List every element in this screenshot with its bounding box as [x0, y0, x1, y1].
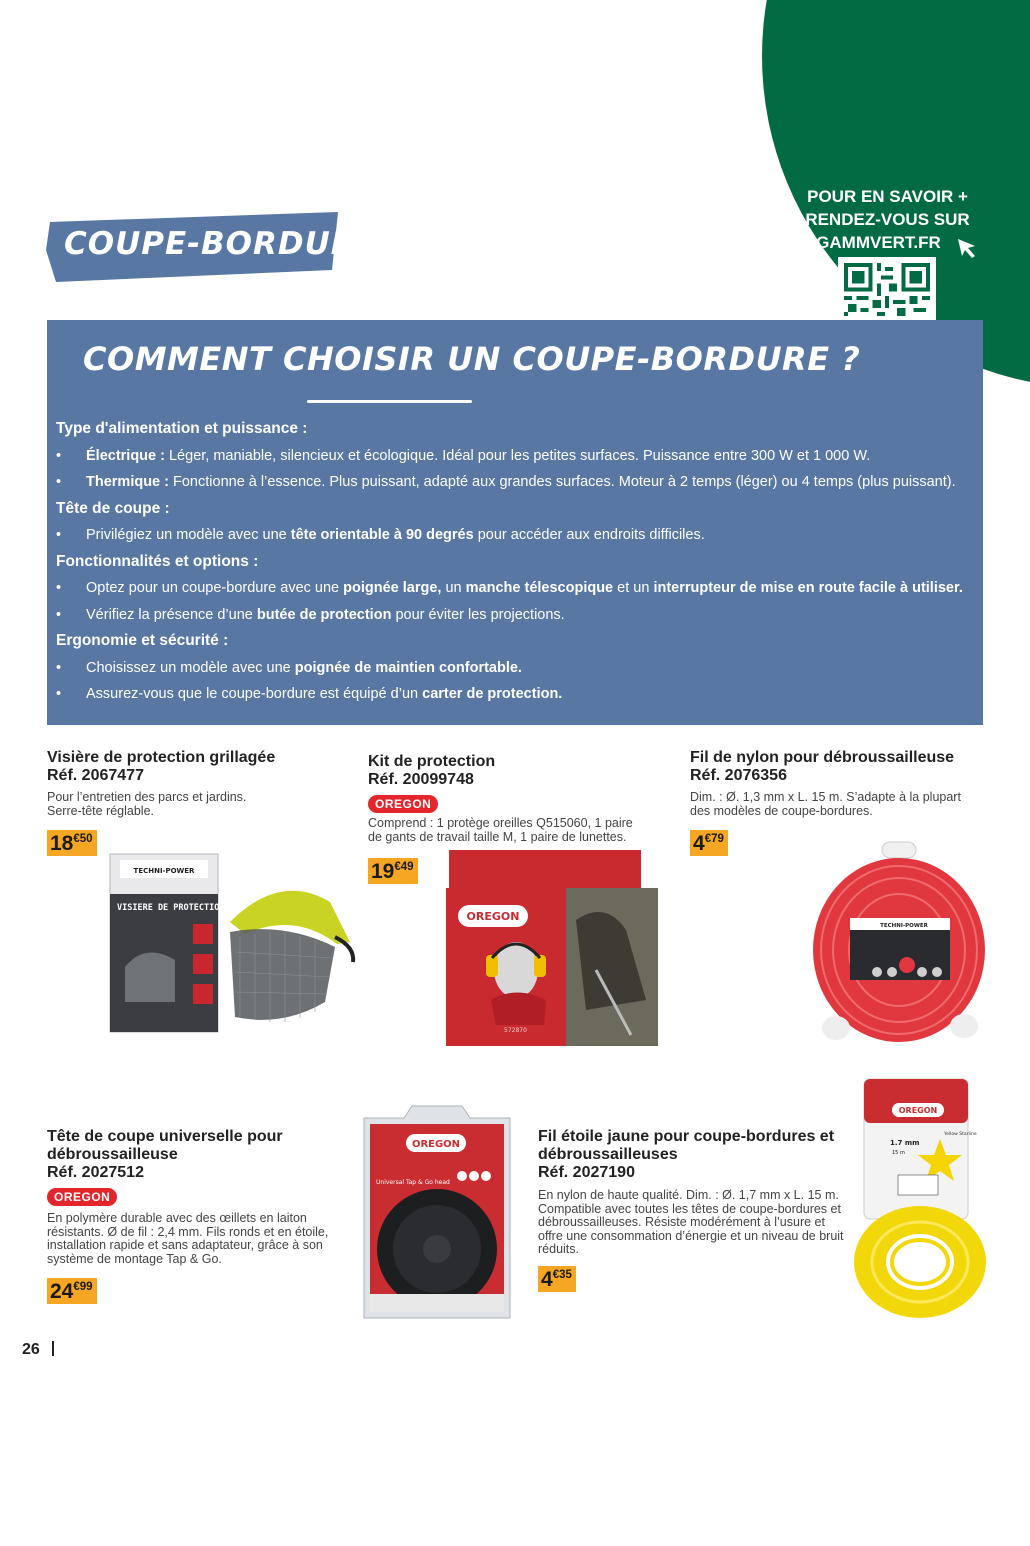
price-tag-trimmer-head: $24^{€99}$ — [47, 1278, 97, 1304]
guide-bullet-handle: • Optez pour un coupe-bordure avec une poignée large, un manche télescopique et un interrupteur de mise en route facile à utiliser. — [56, 575, 978, 602]
product-description: En nylon de haute qualité. Dim. : Ø. 1,7 mm x L. 15 m. Compatible avec toutes les têtes de coupe-bordures et débroussailleuses. Résiste modérément à l’usure et offre une consommation d’énergie et un niveau de bruit réduits. — [538, 1188, 844, 1256]
yellow-pack-label: Yellow Starline — [944, 1132, 977, 1137]
kit-pack-brand: OREGON — [466, 910, 520, 923]
price-tag-nylon-line: $4^{€79}$ — [690, 830, 728, 856]
nylon-spool-image — [812, 840, 990, 1045]
page-number: 26 — [22, 1341, 54, 1359]
product-description: Pour l’entretien des parcs et jardins. Serre-tête réglable. — [47, 790, 247, 818]
product-title: Fil de nylon pour débroussailleuse — [690, 749, 955, 766]
yellow-pack-length: 15 m — [892, 1150, 905, 1156]
product-description: Comprend : 1 protège oreilles Q515060, 1 paire de gants de travail taille M, 1 paire de lunettes. — [368, 816, 633, 844]
product-title: Tête de coupe universelle pour débroussailleuse — [47, 1128, 283, 1163]
section-title: COUPE-BORDURES — [64, 226, 402, 262]
product-ref: Réf. 2027190 — [538, 1164, 635, 1181]
product-card-trimmer-head[interactable] — [47, 1128, 347, 1266]
yellow-line-image — [850, 1077, 990, 1322]
product-card-protection-kit[interactable] — [368, 753, 658, 844]
trimmer-head-image — [362, 1104, 512, 1320]
guide-bullet-guard: • Assurez-vous que le coupe-bordure est équipé d’un carter de protection. — [56, 681, 978, 708]
guide-bullet-thermal: • Thermique : Fonctionne à l’essence. Plus puissant, adapté aux grandes surfaces. Moteur à 2 temps (léger) ou 4 temps (plus puissant). — [56, 469, 978, 496]
guide-heading-power: Type d'alimentation et puissance : — [56, 420, 308, 437]
price-tag-visor: $18^{€50}$ — [47, 830, 97, 856]
product-card-yellow-star-line[interactable] — [538, 1128, 848, 1257]
product-title: Visière de protection grillagée — [47, 749, 276, 766]
kit-pack-code: 572870 — [504, 1027, 527, 1034]
guide-title: COMMENT CHOISIR UN COUPE-BORDURE ? — [83, 340, 861, 378]
spool-pack-brand: TECHNI-POWER — [880, 923, 928, 929]
promo-text — [800, 185, 975, 254]
product-title: Fil étoile jaune pour coupe-bordures et débroussailleuses — [538, 1128, 835, 1163]
guide-heading-head: Tête de coupe : — [56, 499, 170, 517]
title-underline — [307, 400, 472, 403]
product-title: Kit de protection — [368, 753, 496, 770]
product-card-nylon-line[interactable] — [690, 749, 990, 818]
guide-heading-ergonomics: Ergonomie et sécurité : — [56, 632, 229, 649]
page-number-divider — [52, 1341, 54, 1356]
guide-bullet-head: • Privilégiez un modèle avec une tête orientable à 90 degrés pour accéder aux endroits difficiles. — [56, 522, 978, 549]
guide-bullet-electric: • Électrique : Léger, maniable, silencieux et écologique. Idéal pour les petites surfaces. Puissance entre 300 W et 1 000 W. — [56, 443, 978, 470]
promo-line-1: POUR EN SAVOIR + — [807, 187, 968, 206]
guide-body — [56, 416, 978, 708]
yellow-pack-size: 1.7 mm — [890, 1139, 920, 1147]
product-description: Dim. : Ø. 1,3 mm x L. 15 m. S’adapte à la plupart des modèles de coupe-bordures. — [690, 790, 961, 818]
oregon-brand-badge: OREGON — [47, 1188, 117, 1206]
product-ref: Réf. 20099748 — [368, 771, 474, 788]
visor-pack-brand: TECHNI-POWER — [133, 867, 195, 875]
guide-bullet-grip: • Choisissez un modèle avec une poignée de maintien confortable. — [56, 655, 978, 682]
product-ref: Réf. 2067477 — [47, 767, 144, 784]
guide-bullet-stop: • Vérifiez la présence d’une butée de protection pour éviter les projections. — [56, 602, 978, 629]
promo-link[interactable]: GAMMVERT.FR — [816, 233, 941, 252]
promo-line-2: RENDEZ-VOUS SUR — [805, 210, 970, 229]
head-pack-brand: OREGON — [411, 1139, 461, 1150]
protection-kit-image — [446, 850, 662, 1048]
price-tag-yellow-star-line: $4^{€35}$ — [538, 1266, 576, 1292]
price-tag-protection-kit: $19^{€49}$ — [368, 858, 418, 884]
guide-heading-features: Fonctionnalités et options : — [56, 552, 259, 570]
yellow-pack-brand: OREGON — [898, 1106, 938, 1115]
visor-pack-label: VISIERE DE PROTECTION — [117, 903, 225, 913]
product-ref: Réf. 2076356 — [690, 767, 787, 784]
cursor-arrow-icon — [955, 236, 979, 260]
visor-product-image — [105, 852, 360, 1034]
product-card-visor[interactable] — [47, 749, 347, 818]
oregon-brand-badge: OREGON — [368, 795, 438, 813]
head-pack-label: Universal Tap & Go head — [376, 1179, 450, 1186]
buying-guide-panel — [47, 320, 983, 725]
section-title-banner — [46, 212, 402, 278]
product-description: En polymère durable avec des œillets en laiton résistants. Ø de fil : 2,4 mm. Fils ronds et en étoile, installation rapide et sans adaptateur, grâce à son système de montage Tap & Go. — [47, 1211, 329, 1266]
product-ref: Réf. 2027512 — [47, 1164, 144, 1181]
